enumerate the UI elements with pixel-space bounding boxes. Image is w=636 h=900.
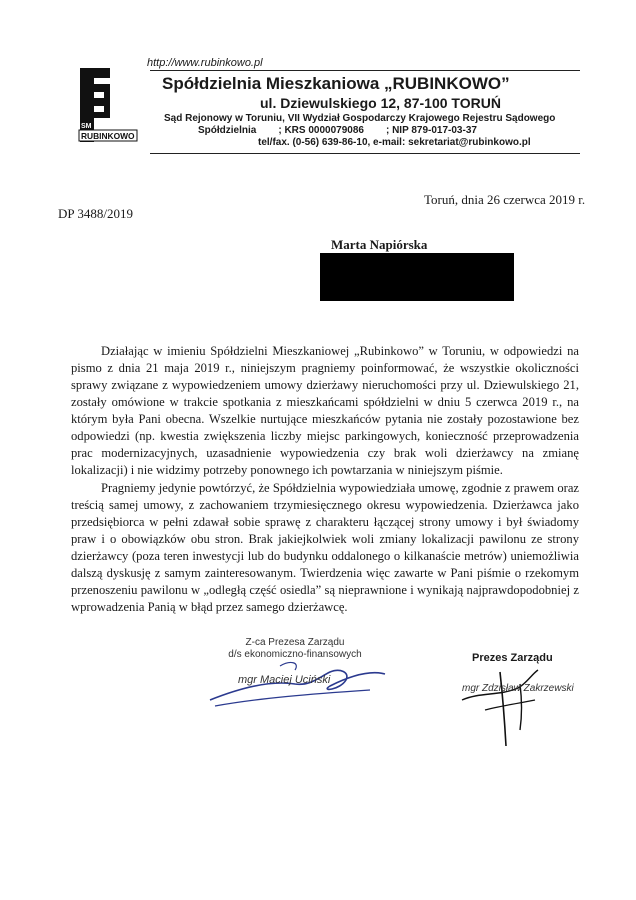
letter-body xyxy=(71,343,579,616)
redacted-address xyxy=(320,253,514,301)
nip-number: ; NIP 879-017-03-37 xyxy=(385,125,477,136)
registration-numbers xyxy=(198,125,499,136)
cooperative-logo xyxy=(78,68,138,142)
paragraph: Działając w imieniu Spółdzielni Mieszkaniowej „Rubinkowo” w Toruniu, w odpowiedzi na pismo z dnia 21 maja 2019 r., niniejszym pragniemy poinformować, że wszystkie okoliczności sprawy związane z wypowiedzeniem umowy dzierżawy nieruchomości przy ul. Dziewulskiego 21, zostały omówione w trakcie spotkania z mieszkańcami spółdzielni w dniu 5 czerwca 2019 r., na którym była Pani obecna. Wszelkie nurtujące mieszkańców pytania nie zostały pozostawione bez odpowiedzi (np. kwestia zwiększenia liczby miejsc parkingowych, konieczność przeprowadzenia prac modernizacyjnych, uzasadnienie wypowiedzenia czy brak woli dzierżawcy na zmianę lokalizacji) i nie widzimy potrzeby ponownego ich powtarzania w niniejszym piśmie. xyxy=(71,344,579,477)
vice-president-name: mgr Maciej Uciński xyxy=(238,674,331,686)
website-url: http://www.rubinkowo.pl xyxy=(147,57,263,69)
contact-line: tel/fax. (0-56) 639-86-10, e-mail: sekretariat@rubinkowo.pl xyxy=(258,137,531,148)
recipient-name: Marta Napiórska xyxy=(331,237,428,252)
president-title: Prezes Zarządu xyxy=(472,652,553,664)
handwritten-signatures xyxy=(200,650,580,765)
letterhead-block xyxy=(150,70,580,154)
court-registration: Sąd Rejonowy w Toruniu, VII Wydział Gospodarczy Krajowego Rejestru Sądowego xyxy=(164,113,556,124)
organization-address: ul. Dziewulskiego 12, 87-100 TORUŃ xyxy=(260,95,501,111)
president-name: mgr Zdzisław Zakrzewski xyxy=(462,683,574,694)
vice-president-role: Z-ca Prezesa Zarządu xyxy=(245,637,345,648)
vice-president-department: d/s ekonomiczno-finansowych xyxy=(228,649,362,660)
reference-number: DP 3488/2019 xyxy=(58,206,133,221)
paragraph: Pragniemy jedynie powtórzyć, że Spółdzielnia wypowiedziała umowę, zgodnie z prawem oraz treścią samej umowy, z zachowaniem trzymiesięcznego okresu wypowiedzenia. Dzierżawca jako przedsiębiorca w pełni zdawał sobie sprawę z charakteru łączącej strony umowy i był świadomy praw i o obowiązków obu stron. Brak jakiejkolwiek woli zmiany lokalizacji pawilonu ze strony dzierżawcy (poza teren inwestycji lub do budynku oddalonego o kilkanaście metrów) uniemożliwia dalszą dyskusję z samym zainteresowanym. Twierdzenia więc zawarte w Pani piśmie o rzekomym przenoszeniu pawilonu w „odległą część osiedla” są nieprawnione i wynikają najprawdopodobniej z wprowadzenia Panią w błąd przez samego dzierżawcę. xyxy=(71,481,579,614)
krs-number: ; KRS 0000079086 xyxy=(278,125,364,136)
place-date: Toruń, dnia 26 czerwca 2019 r. xyxy=(424,192,586,207)
registration-entity: Spółdzielnia xyxy=(198,125,257,136)
organization-name: Spółdzielnia Mieszkaniowa „RUBINKOWO” xyxy=(162,74,510,93)
logo-sm-text: SM xyxy=(81,123,92,130)
logo-name-text: RUBINKOWO xyxy=(81,131,135,141)
